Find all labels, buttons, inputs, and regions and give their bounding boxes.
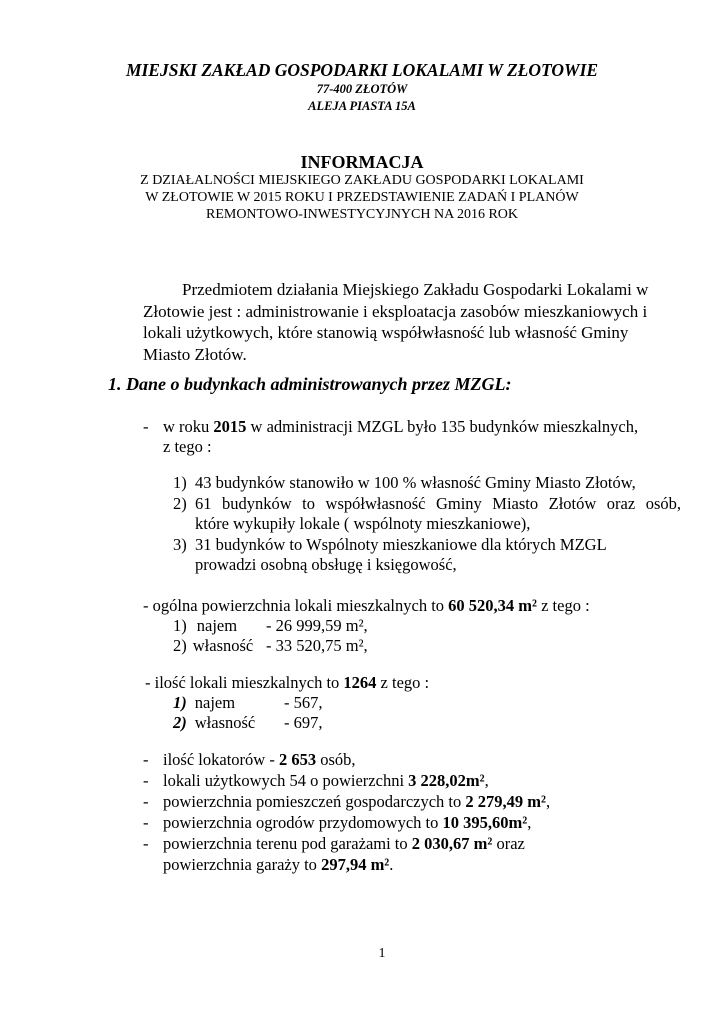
intro-text: Przedmiotem działania Miejskiego Zakładu Gospodarki Lokalami w Złotowie jest : administrowanie i eksploatacja zasobów mieszkaniowych i lokali użytkowych, które stanowią współwłasność lub własność Gminy Miasto Złotów. xyxy=(143,280,649,364)
building-item-3-num: 3) xyxy=(173,535,187,554)
building-item-2-cont: które wykupiły lokale ( wspólnoty mieszkaniowe), xyxy=(195,514,531,533)
units-item-2: 2) własność xyxy=(173,713,256,732)
buildings-year: 2015 xyxy=(213,417,247,436)
garageland-line: powierzchnia terenu pod garażami to 2 030,67 m² oraz xyxy=(163,834,525,853)
stats-dash-1: - xyxy=(143,750,149,769)
commercial-line: lokali użytkowych 54 o powierzchni 3 228,02m², xyxy=(163,771,489,790)
org-street: ALEJA PIASTA 15A xyxy=(308,99,416,113)
building-item-2-num: 2) xyxy=(173,494,187,513)
garage-value: 297,94 m² xyxy=(321,855,390,874)
area-total: 60 520,34 m² xyxy=(448,596,537,615)
utility-line: powierzchnia pomieszczeń gospodarczych to 2 279,49 m², xyxy=(163,792,551,811)
document-title: INFORMACJA xyxy=(300,152,424,172)
stats-dash-4: - xyxy=(143,813,149,832)
building-item-3: 31 budynków to Wspólnoty mieszkaniowe dla których MZGL xyxy=(195,535,607,554)
area-item-1-value: - 26 999,59 m², xyxy=(266,616,368,635)
building-item-3-cont: prowadzi osobną obsługę i księgowość, xyxy=(195,555,457,574)
units-item-2-value: - 697, xyxy=(284,713,323,732)
garage-line: powierzchnia garaży to 297,94 m². xyxy=(163,855,394,874)
building-item-2: 61 budynków to współwłasność Gminy Miasto Złotów oraz osób, xyxy=(195,494,681,513)
units-total: 1264 xyxy=(343,673,377,692)
area-item-2: 2) własność xyxy=(173,636,254,655)
building-item-1: 43 budynków stanowiło w 100 % własność Gminy Miasto Złotów, xyxy=(195,473,636,492)
title-line-3: REMONTOWO-INWESTYCYJNYCH NA 2016 ROK xyxy=(205,207,518,222)
garden-value: 10 395,60m² xyxy=(442,813,528,832)
units-item-1: 1) najem xyxy=(173,693,236,712)
commercial-value: 3 228,02m² xyxy=(408,771,485,790)
title-line-1: Z DZIAŁALNOŚCI MIEJSKIEGO ZAKŁADU GOSPODARKI LOKALAMI xyxy=(140,173,584,188)
buildings-cont: z tego : xyxy=(163,437,212,456)
tenants-line: ilość lokatorów - 2 653 osób, xyxy=(163,750,356,769)
stats-dash-5: - xyxy=(143,834,149,853)
area-item-1: 1) najem xyxy=(173,616,238,635)
stats-dash-2: - xyxy=(143,771,149,790)
page-number: 1 xyxy=(378,946,386,961)
title-line-2: W ZŁOTOWIE W 2015 ROKU I PRZEDSTAWIENIE ZADAŃ I PLANÓW xyxy=(145,190,579,205)
garden-line: powierzchnia ogrodów przydomowych to 10 395,60m², xyxy=(163,813,532,832)
garageland-value: 2 030,67 m² xyxy=(411,834,493,853)
stats-dash-3: - xyxy=(143,792,149,811)
units-item-1-value: - 567, xyxy=(284,693,323,712)
area-line: - ogólna powierzchnia lokali mieszkalnych to 60 520,34 m² z tego : xyxy=(143,596,590,615)
buildings-line: w roku 2015 w administracji MZGL było 135 budynków mieszkalnych, xyxy=(163,417,639,436)
utility-value: 2 279,49 m² xyxy=(465,792,546,811)
building-item-1-num: 1) xyxy=(173,473,187,492)
tenants-value: 2 653 xyxy=(278,750,317,769)
org-postal: 77-400 ZŁOTÓW xyxy=(316,82,408,96)
buildings-dash: - xyxy=(143,417,149,436)
intro-paragraph xyxy=(143,279,663,365)
units-line: - ilość lokali mieszkalnych to 1264 z tego : xyxy=(145,673,430,692)
section-1-heading: 1. Dane o budynkach administrowanych przez MZGL: xyxy=(108,374,512,394)
org-name: MIEJSKI ZAKŁAD GOSPODARKI LOKALAMI W ZŁOTOWIE xyxy=(125,60,599,80)
area-item-2-value: - 33 520,75 m², xyxy=(266,636,368,655)
